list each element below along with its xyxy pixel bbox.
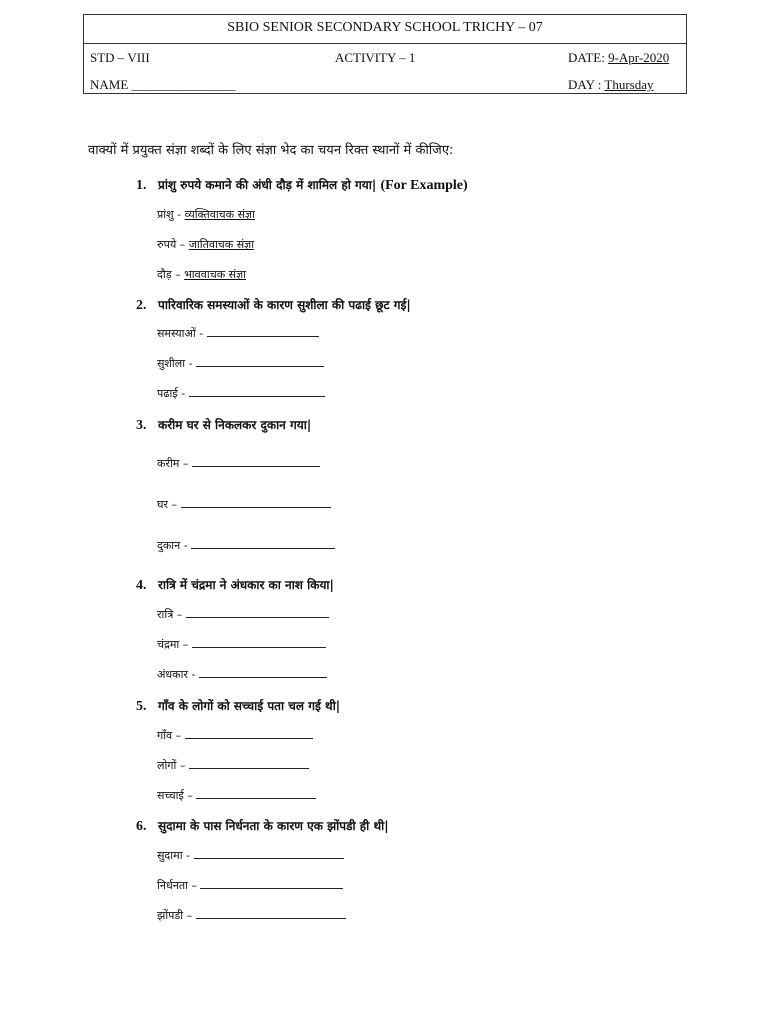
answer-label: रुपये –	[157, 238, 189, 251]
question-text: रात्रि में चंद्रमा ने अंधकार का नाश किया|	[158, 578, 334, 592]
answer-value: भाववाचक संज्ञा	[184, 268, 247, 281]
answer-row	[157, 456, 320, 471]
answer-blank[interactable]	[189, 758, 309, 769]
answer-blank[interactable]	[186, 607, 329, 618]
std-label: STD – VIII	[90, 50, 150, 65]
question-2	[136, 296, 411, 314]
question-1	[136, 176, 468, 194]
question-number: 4.	[136, 578, 147, 593]
answer-row	[157, 728, 313, 743]
answer-blank[interactable]	[196, 356, 324, 367]
question-text: करीम घर से निकलकर दुकान गया|	[158, 418, 312, 432]
answer-value: जातिवाचक संज्ञा	[188, 238, 255, 251]
answer-label: रात्रि –	[157, 608, 186, 621]
answer-blank[interactable]	[194, 848, 344, 859]
answer-label: सुशीला -	[157, 357, 197, 370]
answer-row	[157, 607, 329, 622]
answer-label: गाँव –	[157, 729, 185, 742]
question-6	[136, 817, 389, 835]
example-note: (For Example)	[380, 178, 468, 193]
answer-row	[157, 878, 343, 893]
question-4	[136, 576, 334, 594]
day-value: Thursday	[604, 77, 654, 92]
answer-label: पढाई -	[157, 387, 189, 400]
answer-row	[157, 497, 331, 512]
answer-row	[157, 667, 327, 682]
answer-blank[interactable]	[196, 908, 346, 919]
answer-row	[157, 237, 254, 252]
answer-label: अंधकार -	[157, 668, 199, 681]
answer-value: व्यक्तिवाचक संज्ञा	[184, 208, 255, 221]
answer-row	[157, 386, 325, 401]
question-number: 5.	[136, 699, 147, 714]
date-value: 9-Apr-2020	[608, 50, 670, 65]
answer-blank[interactable]	[199, 667, 327, 678]
question-5	[136, 697, 340, 715]
answer-row	[157, 538, 335, 553]
answer-label: लोगों –	[157, 759, 189, 772]
name-field: NAME ________________	[90, 77, 236, 92]
answer-label: झोंपडी –	[157, 909, 196, 922]
answer-label: चंद्रमा –	[157, 638, 192, 651]
answer-blank[interactable]	[200, 878, 343, 889]
answer-row	[157, 637, 326, 652]
question-text: सुदामा के पास निर्धनता के कारण एक झोंपडी ही थी|	[158, 819, 389, 833]
answer-row	[157, 758, 309, 773]
answer-blank[interactable]	[191, 538, 335, 549]
answer-label: करीम –	[157, 457, 192, 470]
answer-blank[interactable]	[181, 497, 331, 508]
question-text: गाँव के लोगों को सच्चाई पता चल गई थी|	[158, 699, 341, 713]
date-field	[568, 50, 669, 66]
instruction-text: वाक्यों में प्रयुक्त संज्ञा शब्दों के लिए संज्ञा भेद का चयन रिक्त स्थानों में कीजिए:	[88, 143, 454, 158]
answer-row	[157, 207, 255, 222]
answer-blank[interactable]	[189, 386, 325, 397]
answer-label: सुदामा -	[157, 849, 194, 862]
school-title: SBIO SENIOR SECONDARY SCHOOL TRICHY – 07	[227, 20, 543, 35]
answer-label: दौड़ –	[157, 268, 185, 281]
answer-blank[interactable]	[196, 788, 316, 799]
question-number: 2.	[136, 298, 147, 313]
day-label: DAY :	[568, 77, 605, 92]
header-divider	[84, 43, 686, 44]
question-text: प्रांशु रुपये कमाने की अंधी दौड़ में शामिल हो गया|	[158, 178, 377, 192]
answer-row	[157, 326, 319, 341]
answer-blank[interactable]	[192, 637, 326, 648]
answer-label: सच्चाई –	[157, 789, 197, 802]
answer-row	[157, 848, 344, 863]
day-field	[568, 77, 653, 93]
question-number: 6.	[136, 819, 147, 834]
answer-row	[157, 908, 346, 923]
question-text: पारिवारिक समस्याओं के कारण सुशीला की पढाई छूट गई|	[158, 298, 411, 312]
question-number: 3.	[136, 418, 147, 433]
answer-row	[157, 267, 246, 282]
answer-label: दुकान -	[157, 539, 192, 552]
answer-blank[interactable]	[185, 728, 313, 739]
answer-blank[interactable]	[192, 456, 320, 467]
header-box	[83, 14, 687, 94]
answer-label: समस्याओं -	[157, 327, 207, 340]
answer-row	[157, 788, 316, 803]
answer-label: घर –	[157, 498, 181, 511]
answer-label: निर्धनता –	[157, 879, 201, 892]
activity-label: ACTIVITY – 1	[335, 50, 416, 65]
answer-row	[157, 356, 324, 371]
question-3	[136, 416, 311, 434]
date-label: DATE:	[568, 50, 609, 65]
answer-blank[interactable]	[207, 326, 319, 337]
answer-label: प्रांशु -	[157, 208, 185, 221]
question-number: 1.	[136, 178, 147, 193]
